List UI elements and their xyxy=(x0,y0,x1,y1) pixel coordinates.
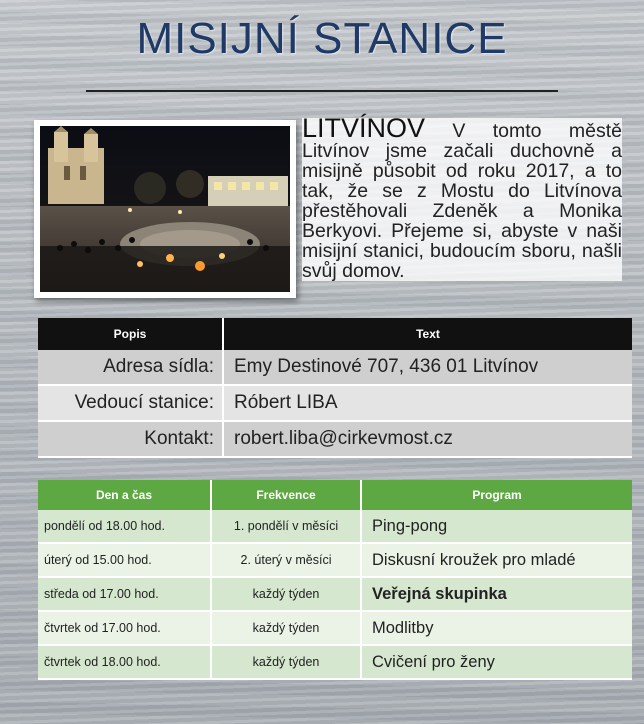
intro-text: V tomto městě Litvínov jsme začali duchovně a misijně působit od roku 2017, a to tak, že se z Mostu do Litvínova přestěhovali Zdeněk a Monika Berkyovi. Přejeme si, abyste v naši misijní stanici, budoucím sboru, našli svůj domov. xyxy=(302,120,622,282)
program-header-frequency: Frekvence xyxy=(212,480,362,510)
program-table xyxy=(38,480,632,680)
info-header-description: Popis xyxy=(38,318,224,350)
table-row xyxy=(38,578,632,612)
program-header-program: Program xyxy=(362,480,632,510)
program-day: středa od 17.00 hod. xyxy=(38,578,212,612)
info-value: Emy Destinové 707, 436 01 Litvínov xyxy=(224,350,632,386)
program-day: pondělí od 18.00 hod. xyxy=(38,510,212,544)
info-value: Róbert LIBA xyxy=(224,386,632,422)
town-square-photo xyxy=(34,120,296,298)
program-frequency: každý týden xyxy=(212,612,362,646)
info-label: Adresa sídla: xyxy=(38,350,224,386)
table-row xyxy=(38,612,632,646)
contact-email: robert.liba@cirkevmost.cz xyxy=(224,422,632,458)
program-frequency: každý týden xyxy=(212,578,362,612)
program-name: Modlitby xyxy=(362,612,632,646)
program-frequency: každý týden xyxy=(212,646,362,680)
page-title: MISIJNÍ STANICE xyxy=(136,14,508,63)
program-name: Cvičení pro ženy xyxy=(362,646,632,680)
info-row-address xyxy=(38,350,632,386)
program-day: úterý od 15.00 hod. xyxy=(38,544,212,578)
title-divider xyxy=(86,90,558,92)
station-info-table xyxy=(38,318,632,458)
info-table-header-row xyxy=(38,318,632,350)
info-label: Vedoucí stanice: xyxy=(38,386,224,422)
info-row-leader xyxy=(38,386,632,422)
program-day: čtvrtek od 17.00 hod. xyxy=(38,612,212,646)
info-row-contact xyxy=(38,422,632,458)
program-header-day: Den a čas xyxy=(38,480,212,510)
intro-city-name: LITVÍNOV xyxy=(302,113,426,143)
info-header-text: Text xyxy=(224,318,632,350)
program-day: čtvrtek od 18.00 hod. xyxy=(38,646,212,680)
program-name: Diskusní kroužek pro mladé xyxy=(362,544,632,578)
program-frequency: 2. úterý v měsíci xyxy=(212,544,362,578)
table-row xyxy=(38,510,632,544)
info-label: Kontakt: xyxy=(38,422,224,458)
table-row xyxy=(38,544,632,578)
night-scene-image xyxy=(40,126,290,292)
intro-paragraph xyxy=(302,113,622,282)
program-table-header-row xyxy=(38,480,632,510)
program-name: Veřejná skupinka xyxy=(362,578,632,612)
table-row xyxy=(38,646,632,680)
program-frequency: 1. pondělí v měsíci xyxy=(212,510,362,544)
program-name: Ping-pong xyxy=(362,510,632,544)
